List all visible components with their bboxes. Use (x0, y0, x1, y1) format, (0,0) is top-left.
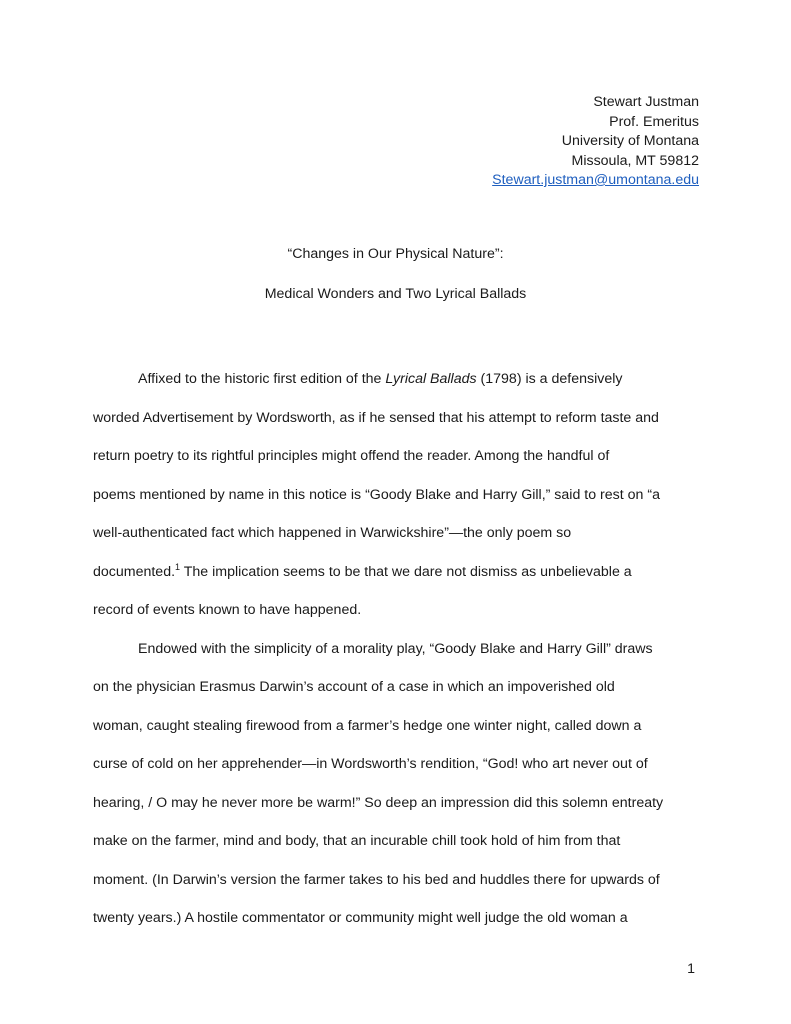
italic-book-title: Lyrical Ballads (385, 371, 477, 387)
body-line: return poetry to its rightful principles might offend the reader. Among the handful of (93, 448, 610, 464)
body-line: worded Advertisement by Wordsworth, as if he sensed that his attempt to reform taste and (93, 409, 659, 426)
article-subtitle: Medical Wonders and Two Lyrical Ballads (264, 286, 527, 302)
body-line: Endowed with the simplicity of a morality play, “Goody Blake and Harry Gill” draws (138, 640, 653, 657)
body-line: twenty years.) A hostile commentator or community might well judge the old woman a (93, 910, 628, 926)
body-text: The implication seems to be that we dare not dismiss as unbelievable a (180, 563, 632, 580)
body-line: well-authenticated fact which happened in Warwickshire”—the only poem so (93, 525, 572, 541)
author-name: Stewart Justman (593, 94, 699, 110)
body-line (93, 360, 705, 399)
author-title: Prof. Emeritus (609, 113, 699, 130)
body-text: Affixed to the historic first edition of the (138, 371, 386, 387)
body-line: on the physician Erasmus Darwin’s account of a case in which an impoverished old (93, 679, 615, 695)
body-line: woman, caught stealing firewood from a farmer’s hedge one winter night, called down a (93, 717, 642, 734)
body-line: moment. (In Darwin’s version the farmer takes to his bed and huddles there for upwards of (93, 871, 660, 888)
body-line: poems mentioned by name in this notice is “Goody Blake and Harry Gill,” said to rest on “a (93, 486, 660, 503)
body-line: make on the farmer, mind and body, that an incurable chill took hold of him from that (93, 833, 621, 849)
body-line: hearing, / O may he never more be warm!” So deep an impression did this solemn entreaty (93, 794, 664, 811)
body-text: (1798) is a defensively (476, 371, 623, 387)
body-line (93, 553, 705, 592)
author-email-link[interactable]: Stewart.justman@umontana.edu (492, 172, 699, 188)
body-line: record of events known to have happened. (93, 602, 362, 618)
author-location: Missoula, MT 59812 (571, 152, 699, 169)
author-institution: University of Montana (561, 133, 699, 149)
body-line: curse of cold on her apprehender—in Wordsworth’s rendition, “God! who art never out of (93, 756, 648, 772)
footnote-marker[interactable]: 1 (175, 561, 181, 572)
body-text: documented. (93, 563, 176, 580)
author-address-block (492, 93, 699, 191)
article-title: “Changes in Our Physical Nature”: (287, 246, 504, 262)
article-body (93, 360, 705, 938)
page-number: 1 (687, 961, 695, 977)
